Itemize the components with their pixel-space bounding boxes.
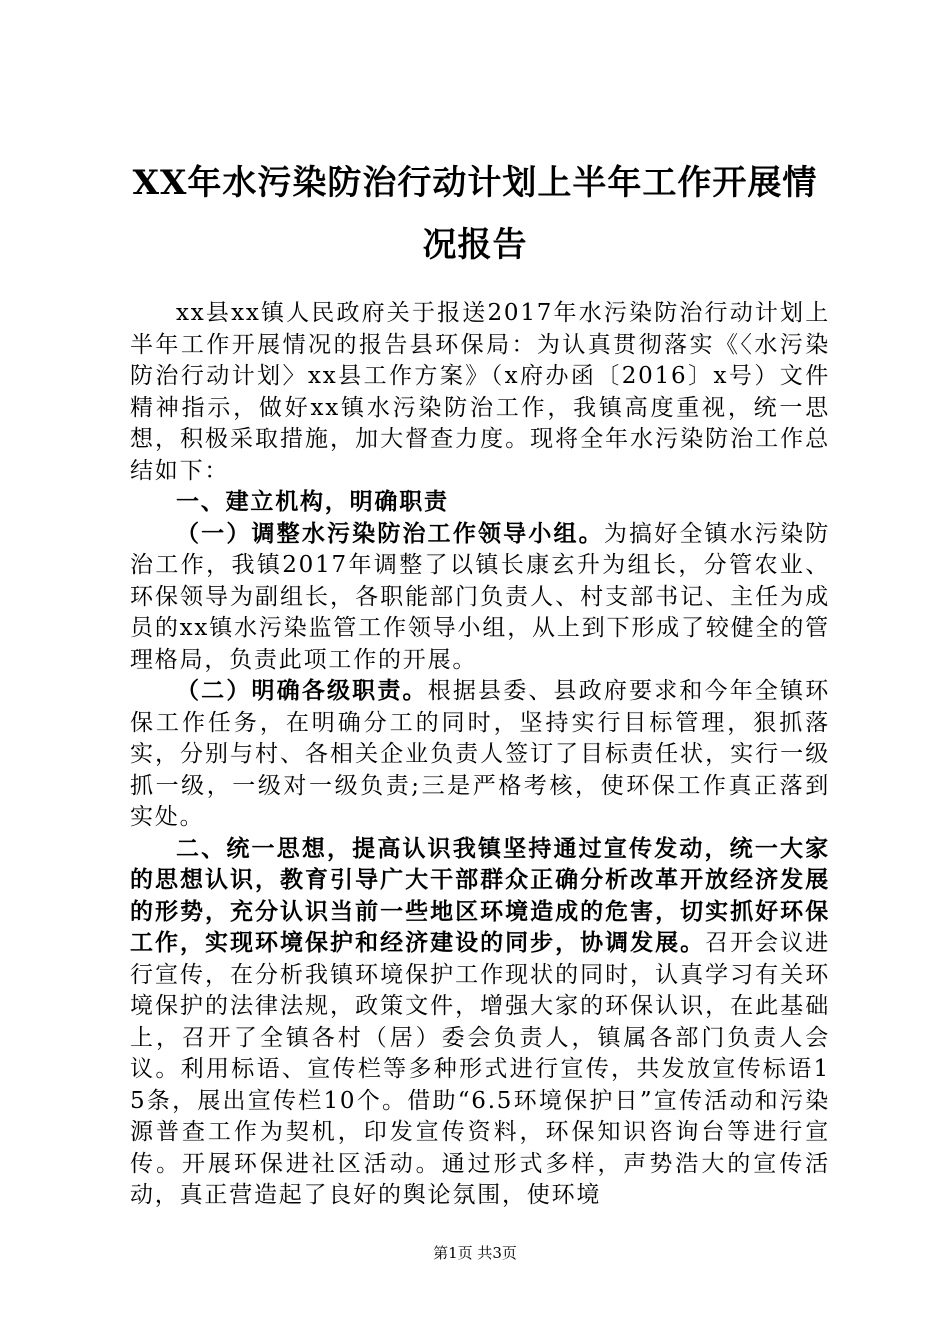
document-title-line-1: XX年水污染防治行动计划上半年工作开展情	[132, 163, 818, 203]
section-1-heading-paragraph	[130, 487, 830, 519]
subsection-1-text: 为搞好全镇水污染防治工作，我镇2017年调整了以镇长康玄升为组长，分管农业、环保领导为副组长，各职能部门负责人、村支部书记、主任为成员的xx镇水污染监管工作领导小组，从上到下形成了较健全的管理格局，负责此项工作的开展。	[130, 520, 830, 673]
section-2-text: 召开会议进行宣传，在分析我镇环境保护工作现状的同时，认真学习有关环境保护的法律法规，政策文件，增强大家的环保认识，在此基础上，召开了全镇各村（居）委会负责人，镇属各部门负责人会议。利用标语、宣传栏等多种形式进行宣传，共发放宣传标语15条，展出宣传栏10个。借助“6.5环境保护日”宣传活动和污染源普查工作为契机，印发宣传资料，环保知识咨询台等进行宣传。开展环保进社区活动。通过形式多样，声势浩大的宣传活动，真正营造起了良好的舆论氛围，使环境	[130, 930, 831, 1208]
document-title-line-2: 况报告	[422, 225, 528, 265]
subsection-2-text: 根据县委、县政府要求和今年全镇环保工作任务，在明确分工的同时，坚持实行目标管理，狠抓落实，分别与村、各相关企业负责人签订了目标责任状，实行一级抓一级，一级对一级负责;三是严格考核，使环保工作真正落到实处。	[130, 678, 830, 830]
subsection-1-heading: （一）调整水污染防治工作领导小组。	[176, 520, 604, 547]
subsection-2-heading: （二）明确各级职责。	[176, 678, 428, 704]
section-2-paragraph	[130, 834, 830, 1212]
page-footer: 第1页 共3页	[433, 1244, 517, 1262]
intro-paragraph: xx县xx镇人民政府关于报送2017年水污染防治行动计划上半年工作开展情况的报告县环保局：为认真贯彻落实《〈水污染防治行动计划〉xx县工作方案》（x府办函〔2016〕x号）文件精神指示，做好xx镇水污染防治工作，我镇高度重视，统一思想，积极采取措施，加大督查力度。现将全年水污染防治工作总结如下：	[130, 300, 830, 484]
subsection-1-paragraph	[130, 519, 830, 677]
section-2-bold-text: 二、统一思想，提高认识我镇坚持通过宣传发动，统一大家的思想认识，教育引导广大干部群众正确分析改革开放经济发展的形势，充分认识当前一些地区环境造成的危害，切实抓好环保工作，实现环境保护和经济建设的同步，协调发展。	[130, 835, 830, 956]
document-body	[130, 298, 830, 1212]
subsection-2-paragraph	[130, 676, 830, 834]
section-1-heading: 一、建立机构，明确职责	[176, 489, 449, 515]
